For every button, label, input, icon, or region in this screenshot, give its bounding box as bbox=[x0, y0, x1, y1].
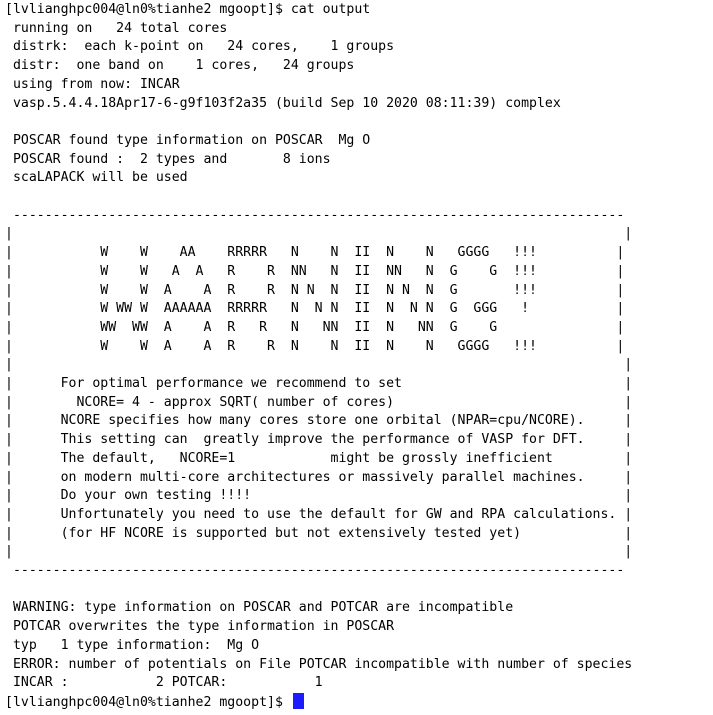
output-line: INCAR : 2 POTCAR: 1 bbox=[5, 675, 323, 691]
output-line: | W WW W AAAAAA RRRRR N N N II N N N G GGG ! | bbox=[5, 301, 625, 317]
output-line: using from now: INCAR bbox=[5, 76, 180, 92]
text-cursor[interactable] bbox=[293, 693, 304, 709]
output-line: | Do your own testing !!!! | bbox=[5, 488, 633, 504]
output-line: | W W AA RRRRR N N II N N GGGG !!! | bbox=[5, 245, 625, 261]
output-line: ERROR: number of potentials on File POTCAR incompatible with number of species bbox=[5, 656, 633, 672]
output-line: distrk: each k-point on 24 cores, 1 groups bbox=[5, 39, 395, 55]
output-line: | NCORE= 4 - approx SQRT( number of cores) | bbox=[5, 394, 633, 410]
output-line: | This setting can greatly improve the performance of VASP for DFT. | bbox=[5, 432, 633, 448]
output-line: [lvlianghpc004@ln0%tianhe2 mgoopt]$ cat output bbox=[5, 2, 371, 17]
output-line: | | bbox=[5, 226, 633, 242]
prompt-line[interactable] bbox=[5, 693, 304, 713]
output-line: distr: one band on 1 cores, 24 groups bbox=[5, 58, 355, 74]
output-line: ----------------------------------------------------------------------------- bbox=[5, 563, 625, 578]
output-line: | The default, NCORE=1 might be grossly inefficient | bbox=[5, 450, 633, 466]
output-line: ----------------------------------------------------------------------------- bbox=[5, 207, 625, 223]
output-line: | W W A A R R N N II N N GGGG !!! | bbox=[5, 338, 625, 354]
output-line: typ 1 type information: Mg O bbox=[5, 637, 260, 653]
output-line: WARNING: type information on POSCAR and POTCAR are incompatible bbox=[5, 600, 514, 616]
output-line: POSCAR found type information on POSCAR Mg O bbox=[5, 132, 371, 148]
output-line: | For optimal performance we recommend to set | bbox=[5, 376, 633, 391]
output-line: | Unfortunately you need to use the default for GW and RPA calculations. | bbox=[5, 506, 633, 522]
output-line: | on modern multi-core architectures or massively parallel machines. | bbox=[5, 469, 633, 485]
output-line: vasp.5.4.4.18Apr17-6-g9f103f2a35 (build Sep 10 2020 08:11:39) complex bbox=[5, 95, 561, 111]
output-line: | W W A A R R NN N II NN N G G !!! | bbox=[5, 263, 625, 279]
output-line: scaLAPACK will be used bbox=[5, 170, 188, 186]
output-line: running on 24 total cores bbox=[5, 20, 228, 36]
output-line: | W W A A R R N N N II N N N G !!! | bbox=[5, 282, 625, 298]
output-line: | WW WW A A R R N NN II N NN G G | bbox=[5, 319, 625, 335]
output-line: | | bbox=[5, 544, 633, 560]
output-line: POSCAR found : 2 types and 8 ions bbox=[5, 151, 331, 167]
output-line: POTCAR overwrites the type information in POSCAR bbox=[5, 619, 395, 635]
output-line: | | bbox=[5, 357, 633, 373]
output-line: | (for HF NCORE is supported but not extensively tested yet) | bbox=[5, 525, 633, 541]
shell-prompt: [lvlianghpc004@ln0%tianhe2 mgoopt]$ bbox=[5, 694, 291, 710]
output-line: | NCORE specifies how many cores store one orbital (NPAR=cpu/NCORE). | bbox=[5, 413, 633, 429]
